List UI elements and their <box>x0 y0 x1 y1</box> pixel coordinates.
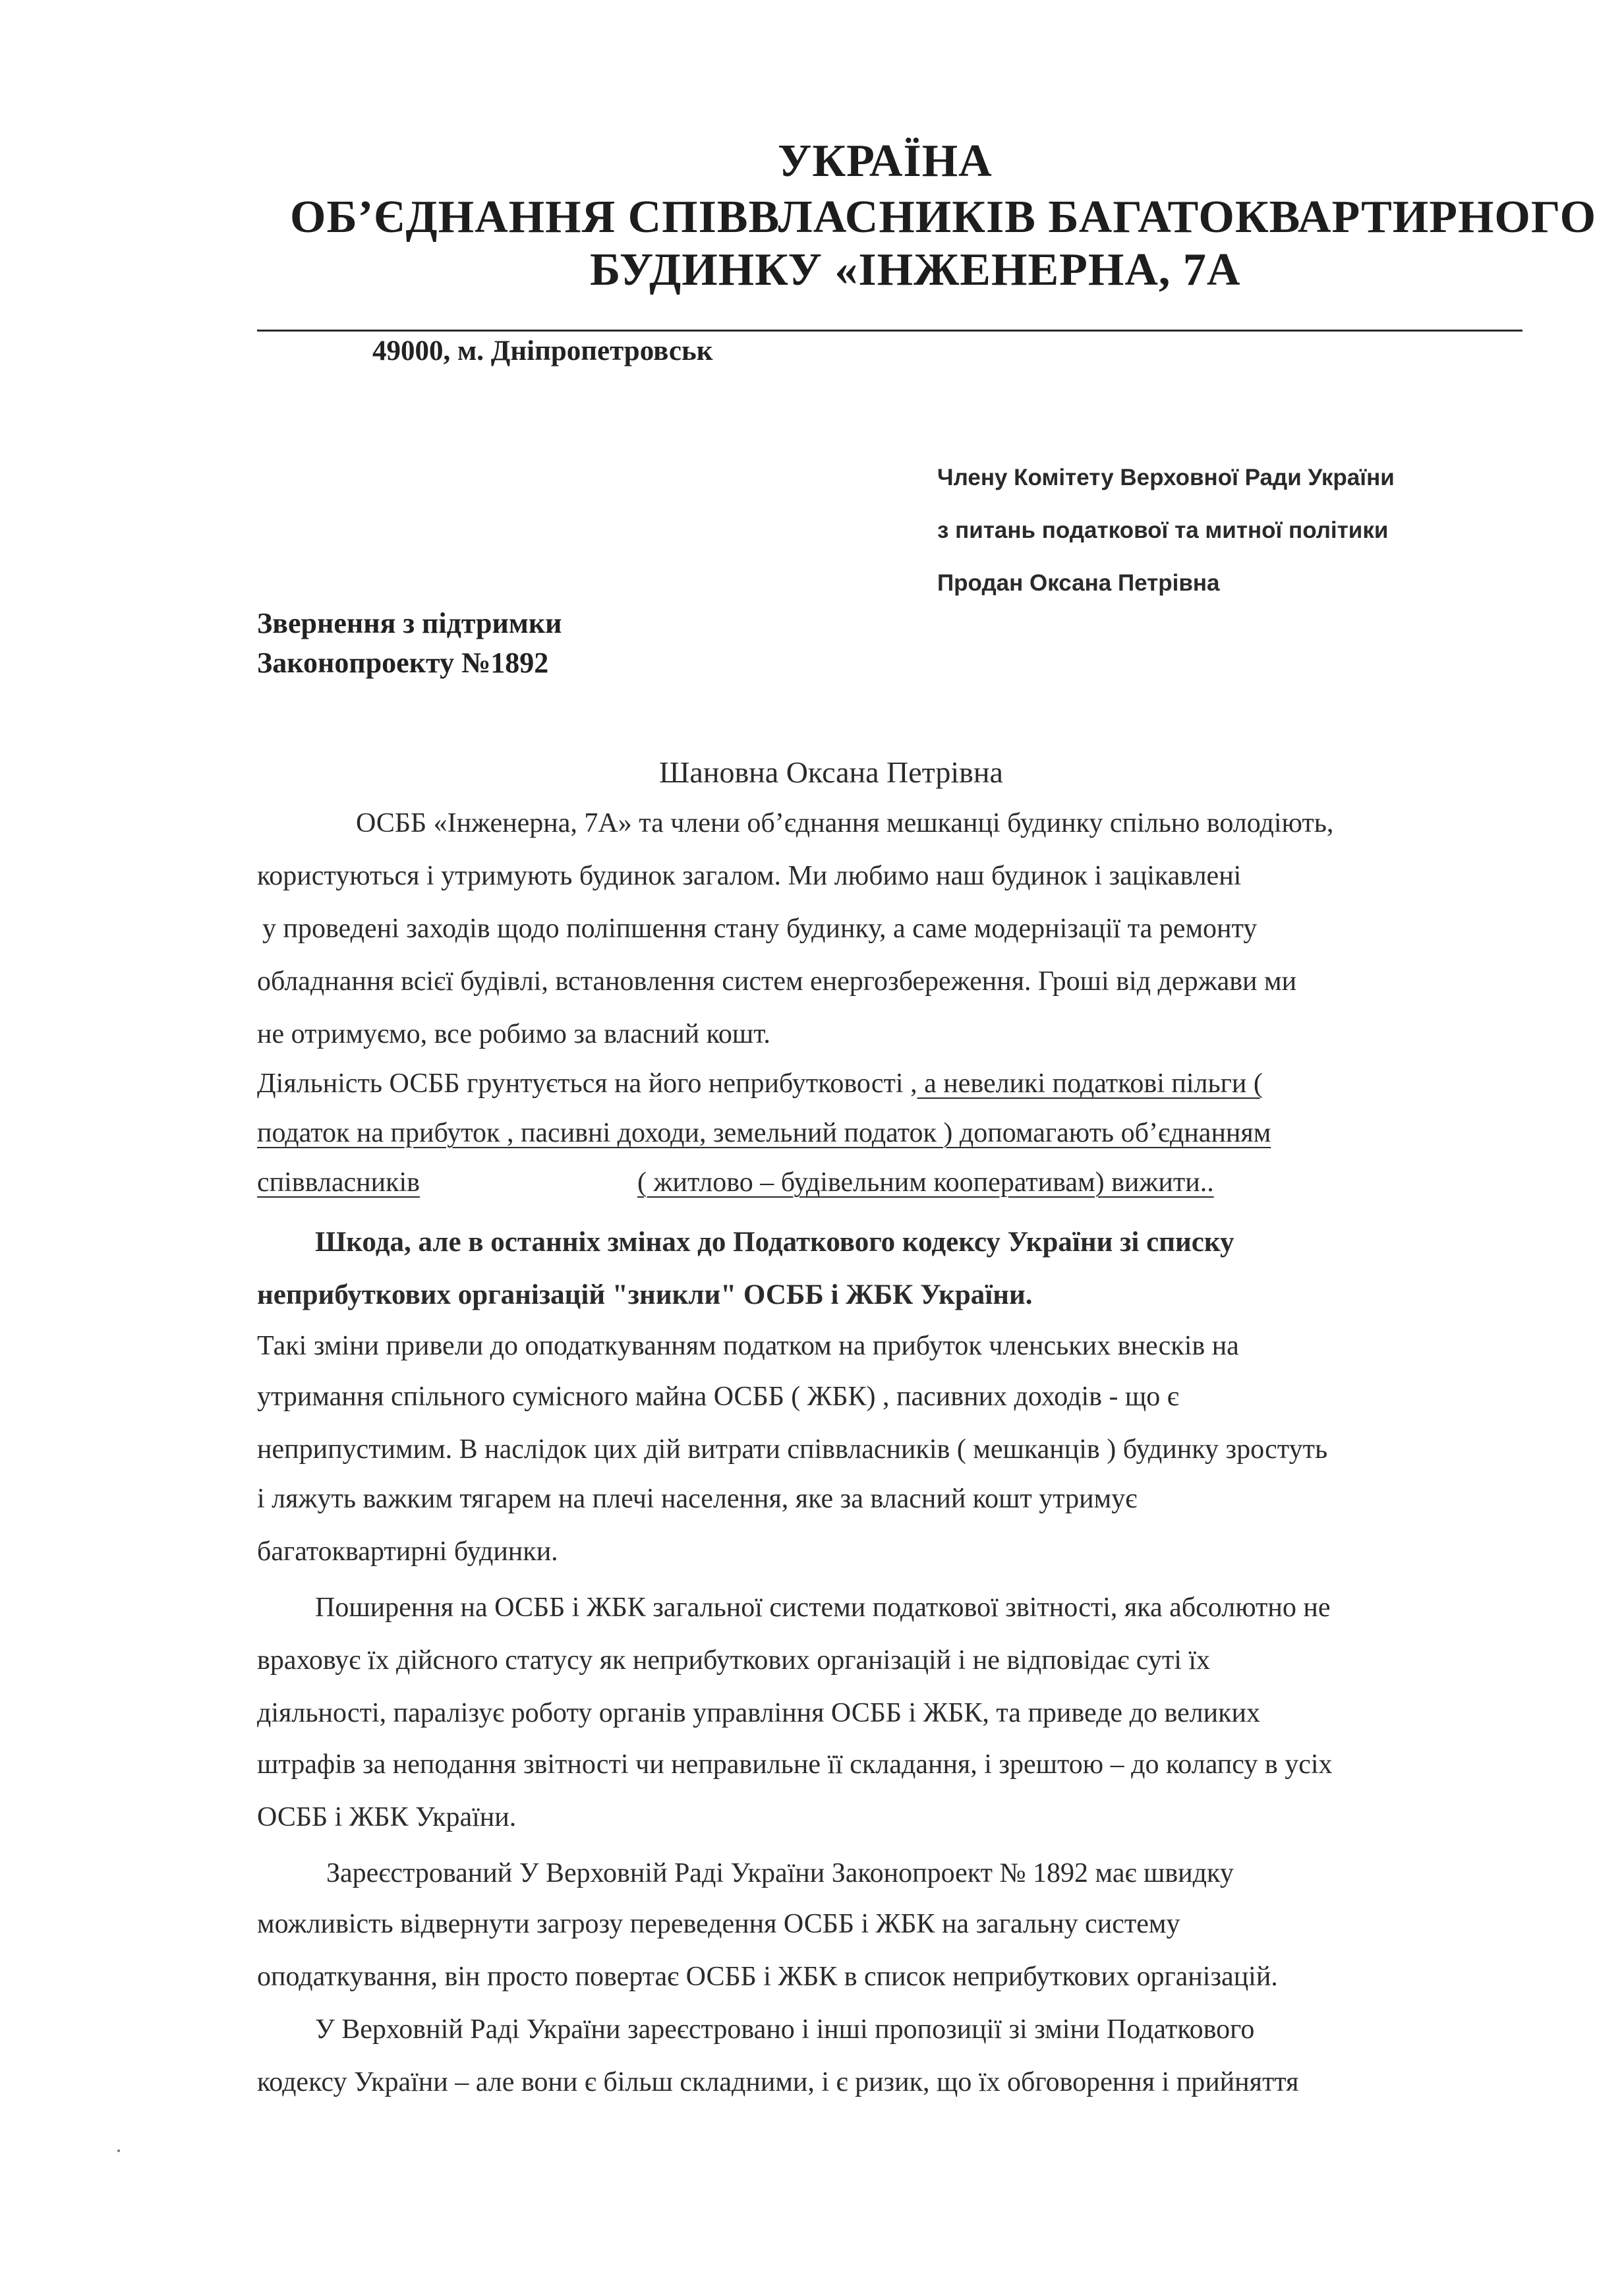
p3-line: багатоквартирні будинки. <box>257 1536 558 1567</box>
header-org-line2: БУДИНКУ «ІНЖЕНЕРНА, 7А <box>590 245 1241 295</box>
p1-line: не отримуємо, все робимо за власний кошт. <box>257 1019 770 1049</box>
p3-line: Такі зміни привели до оподаткуванням податком на прибуток членських внесків на <box>257 1331 1239 1361</box>
bold-line: неприбуткових організацій "зникли" ОСББ і ЖБК України. <box>257 1279 1033 1310</box>
p5-line: можливість відвернути загрозу переведення ОСББ і ЖБК на загальну систему <box>257 1909 1180 1939</box>
recipient-line3: Продан Оксана Петрівна <box>937 570 1220 596</box>
p4-line: Поширення на ОСББ і ЖБК загальної системи податкової звітності, яка абсолютно не <box>315 1592 1331 1623</box>
header-org-line1: ОБ’ЄДНАННЯ СПІВВЛАСНИКІВ БАГАТОКВАРТИРНОГО <box>290 192 1597 243</box>
p1-line: у проведені заходів щодо поліпшення стану будинку, а саме модернізації та ремонту <box>262 914 1258 944</box>
p6-line: кодексу України – але вони є більш складними, і є ризик, що їх обговорення і прийняття <box>257 2067 1299 2097</box>
recipient-line2: з питань податкової та митної політики <box>937 517 1389 543</box>
p3-line: утримання спільного сумісного майна ОСББ ( ЖБК) , пасивних доходів - що є <box>257 1382 1179 1412</box>
p4-line: ОСББ і ЖБК України. <box>257 1802 517 1832</box>
bold-line: Шкода, але в останніх змінах до Податкового кодексу України зі списку <box>315 1227 1234 1258</box>
p2-text-b: ( житлово – будівельним кооперативам) вижити.. <box>637 1167 1214 1198</box>
p1-line: ОСББ «Інженерна, 7А» та члени об’єднання мешканці будинку спільно володіють, <box>356 808 1334 838</box>
subject-line1: Звернення з підтримки <box>257 607 562 639</box>
p2-plain-text: Діяльність ОСББ грунтується на його неприбутковості , <box>257 1068 917 1099</box>
p2-line <box>257 1068 1263 1099</box>
greeting: Шановна Оксана Петрівна <box>659 755 1003 789</box>
p6-line: У Верховній Раді України зареєстровано і інші пропозиції зі зміни Податкового <box>315 2014 1255 2045</box>
header-country: УКРАЇНА <box>778 136 993 187</box>
subject-line2: Законопроекту №1892 <box>257 647 549 679</box>
p2-text-a: співвласників <box>257 1167 420 1198</box>
scan-speck <box>117 2149 120 2152</box>
recipient-line1: Члену Комітету Верховної Ради України <box>937 465 1395 490</box>
p2-line <box>257 1167 1214 1198</box>
p5-line: оподаткування, він просто повертає ОСББ і ЖБК в список неприбуткових організацій. <box>257 1962 1278 1992</box>
header-divider <box>257 330 1522 332</box>
p5-line: Зареєстрований У Верховній Раді України Законопроект № 1892 має швидку <box>326 1858 1234 1888</box>
p2-underlined-text: а невеликі податкові пільги ( <box>917 1068 1263 1099</box>
p3-line: і ляжуть важким тягарем на плечі населення, яке за власний кошт утримує <box>257 1484 1138 1514</box>
p4-line: враховує їх дійсного статусу як неприбуткових організацій і не відповідає суті їх <box>257 1645 1211 1676</box>
p1-line: обладнання всієї будівлі, встановлення систем енергозбереження. Гроші від держави ми <box>257 966 1297 997</box>
p4-line: штрафів за неподання звітності чи неправильне її складання, і зрештою – до колапсу в усіх <box>257 1749 1333 1780</box>
header-address: 49000, м. Дніпропетровськ <box>372 336 713 366</box>
p2-line: податок на прибуток , пасивні доходи, земельний податок ) допомагають об’єднанням <box>257 1118 1271 1148</box>
p4-line: діяльності, паралізує роботу органів управління ОСББ і ЖБК, та приведе до великих <box>257 1698 1260 1728</box>
p3-line: неприпустимим. В наслідок цих дій витрати співвласників ( мешканців ) будинку зростуть <box>257 1434 1328 1465</box>
p1-line: користуються і утримують будинок загалом. Ми любимо наш будинок і зацікавлені <box>257 861 1242 891</box>
